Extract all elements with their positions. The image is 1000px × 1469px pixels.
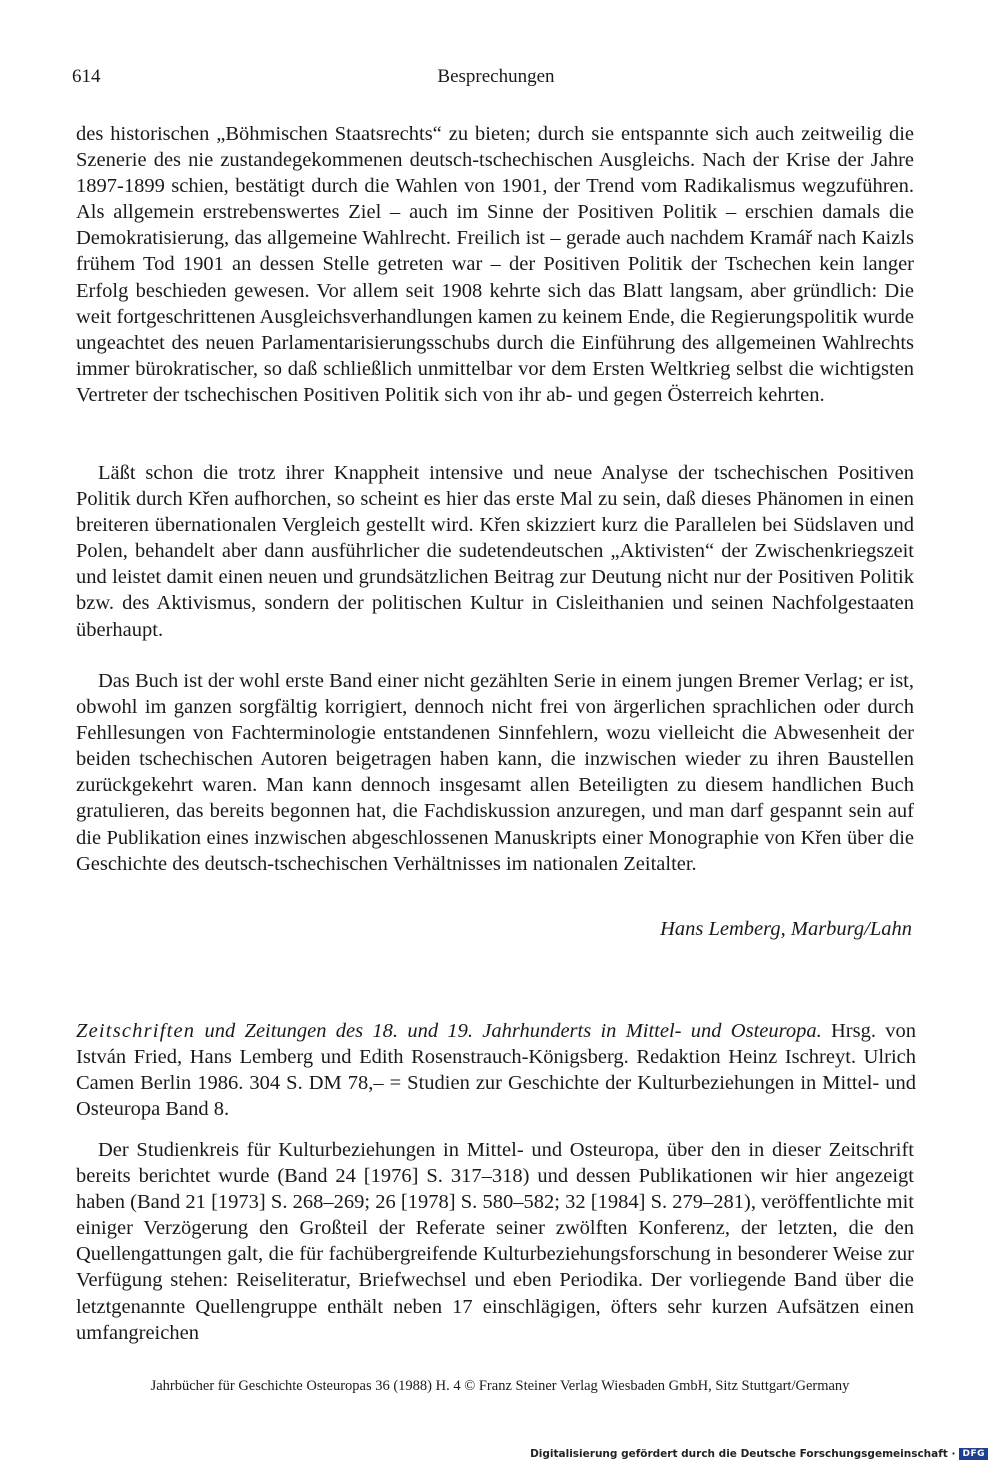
review-1-paragraph-2: Läßt schon die trotz ihrer Knappheit intensive und neue Analyse der tschechischen Positiven Politik durch Křen aufhorchen, so scheint es hier das erste Mal zu sein, daß dieses Phänomen in einen breiteren übernationalen Vergleich gestellt wird. Křen skizziert kurz die Parallelen bei Südslaven und Polen, behandelt aber dann ausführlicher die sudetendeutschen „Aktivisten“ der Zwischenkriegszeit und leistet damit einen neuen und grundsätzlichen Beitrag zur Deutung nicht nur der Positiven Politik bzw. des Aktivismus, sondern der politischen Kultur in Cisleithanien und seinen Nachfolgestaaten überhaupt. — [76, 462, 914, 641]
book-title-spaced: Zeitschriften — [76, 1020, 196, 1042]
book-title — [76, 1020, 822, 1042]
review-2-paragraph-1: Der Studienkreis für Kulturbeziehungen in Mittel- und Osteuropa, über den in dieser Zeitschrift bereits berichtet wurde (Band 24 [1976] S. 317–318) und dessen Publikationen wir hier angezeigt haben (Band 21 [1973] S. 268–269; 26 [1978] S. 580–582; 32 [1984] S. 279–281), veröffentlichte mit einiger Verzögerung den Großteil der Referate seiner zwölften Konferenz, der letzten, die den Quellengattungen galt, die für fachübergreifende Kulturbeziehungsforschung in besonderer Weise zur Verfügung stehen: Reiseliteratur, Briefwechsel und eben Periodika. Der vorliegende Band über die letztgenannte Quellengruppe enthält neben 17 einschlägigen, öfters sehr kurzen Aufsätzen einen umfangreichen — [76, 1139, 914, 1344]
book-bibliography: Hrsg. von István Fried, Hans Lemberg und Edith Rosenstrauch-Königsberg. Redaktion Heinz Ischreyt. Ulrich Camen Berlin 1986. 304 S. DM 78,– = Studien zur Geschichte der Kulturbeziehungen in Mittel- und Osteuropa Band 8. — [76, 1020, 917, 1121]
digitization-notice — [530, 1448, 988, 1460]
page-number: 614 — [72, 66, 101, 87]
review-2-bibliographic-entry — [76, 1018, 916, 1122]
page-header — [72, 66, 920, 96]
digitization-text: Digitalisierung gefördert durch die Deutsche Forschungsgemeinschaft · — [530, 1448, 956, 1460]
journal-footer: Jahrbücher für Geschichte Osteuropas 36 (1988) H. 4 © Franz Steiner Verlag Wiesbaden GmbH, Sitz Stuttgart/Germany — [150, 1378, 850, 1394]
review-1-paragraph-1: des historischen „Böhmischen Staatsrechts“ zu bieten; durch sie entspannte sich auch zeitweilig die Szenerie des nie zustandegekommenen deutsch-tschechischen Ausgleichs. Nach der Krise der Jahre 1897-1899 schien, bestätigt durch die Wahlen von 1901, der Trend vom Radikalismus wegzuführen. Als allgemein erstrebenswertes Ziel – auch im Sinne der Positiven Politik – erschien damals die Demokratisierung, das allgemeine Wahlrecht. Freilich ist – gerade auch nachdem Kramář nach Kaizls frühem Tod 1901 an dessen Stelle getreten war – der Positiven Politik der Tschechen kein langer Erfolg beschieden gewesen. Vor allem seit 1908 kehrte sich das Blatt langsam, aber gründlich: Die weit fortgeschrittenen Ausgleichsverhandlungen kamen zu keinem Ende, die Regierungspolitik wurde ungeachtet des neuen Parlamentarisierungsschubs durch die Einführung des allgemeinen Wahlrechts immer bürokratischer, so daß schließlich unmittelbar vor dem Ersten Weltkrieg selbst die wichtigsten Vertreter der tschechischen Positiven Politik sich von ihr ab- und gegen Österreich kehrten. — [76, 123, 914, 406]
running-title: Besprechungen — [437, 66, 555, 87]
review-1-paragraph-3: Das Buch ist der wohl erste Band einer nicht gezählten Serie in einem jungen Bremer Verlag; er ist, obwohl im ganzen sorgfältig korrigiert, dennoch nicht frei von ärgerlichen sprachlichen oder durch Fehllesungen von Fachterminologie entstandenen Sinnfehlern, wozu vielleicht die Abwesenheit der beiden tschechischen Autoren beigetragen haben kann, die inzwischen wieder zu ihren Baustellen zurückgekehrt waren. Man kann dennoch insgesamt allen Beteiligten zu diesem handlichen Buch gratulieren, das bereits begonnen hat, die Fachdiskussion anzuregen, und man darf gespannt sein auf die Publikation eines inzwischen abgeschlossenen Manuskripts einer Monographie von Křen über die Geschichte des deutsch-tschechischen Verhältnisses im nationalen Zeitalter. — [76, 670, 914, 875]
book-title-rest: und Zeitungen des 18. und 19. Jahrhunderts in Mittel- und Osteuropa. — [195, 1020, 822, 1042]
dfg-logo: DFG — [959, 1448, 988, 1460]
reviewer-signature: Hans Lemberg, Marburg/Lahn — [660, 918, 912, 940]
